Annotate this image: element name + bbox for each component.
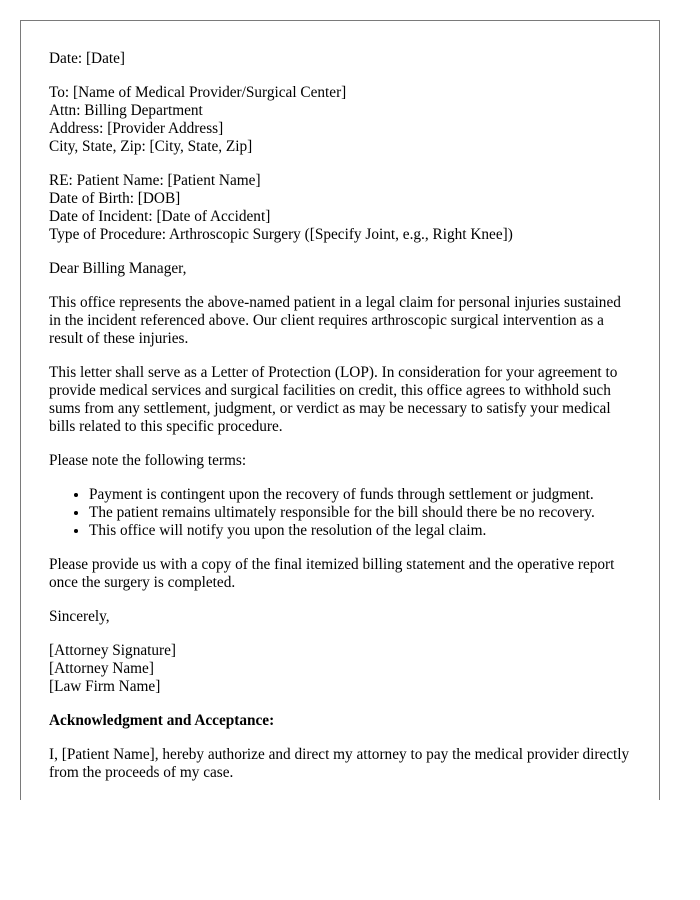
body-paragraph-representation: This office represents the above-named patient in a legal claim for personal injuries sustained in the incident referenced above. Our client requires arthroscopic surgical intervention as a result of these injuries. bbox=[49, 294, 621, 347]
terms-list-item: • Payment is contingent upon the recovery of funds through settlement or judgment. bbox=[89, 486, 631, 504]
letter-page bbox=[20, 20, 660, 800]
acknowledgment-text: I, [Patient Name], hereby authorize and direct my attorney to pay the medical provider directly from the proceeds of my case. bbox=[49, 746, 630, 781]
date-line: Date: [Date] bbox=[49, 50, 126, 67]
recipient-address: Address: [Provider Address] bbox=[49, 120, 224, 137]
terms-list bbox=[49, 486, 631, 540]
valediction: Sincerely, bbox=[49, 608, 110, 625]
attorney-name: [Attorney Name] bbox=[49, 660, 154, 677]
re-procedure: Type of Procedure: Arthroscopic Surgery ([Specify Joint, e.g., Right Knee]) bbox=[49, 226, 513, 243]
recipient-to: To: [Name of Medical Provider/Surgical Center] bbox=[49, 84, 347, 101]
terms-intro: Please note the following terms: bbox=[49, 452, 247, 469]
law-firm-name: [Law Firm Name] bbox=[49, 678, 161, 695]
re-patient: RE: Patient Name: [Patient Name] bbox=[49, 172, 261, 189]
recipient-city: City, State, Zip: [City, State, Zip] bbox=[49, 138, 253, 155]
signature-block bbox=[49, 642, 631, 696]
re-block bbox=[49, 172, 631, 244]
recipient-block bbox=[49, 84, 631, 156]
body-paragraph-lop: This letter shall serve as a Letter of Protection (LOP). In consideration for your agreement to provide medical services and surgical facilities on credit, this office agrees to withhold such sums from any settlement, judgment, or verdict as may be necessary to satisfy your medical bills related to this specific procedure. bbox=[49, 364, 618, 435]
terms-list-item: • The patient remains ultimately responsible for the bill should there be no recovery. bbox=[89, 504, 631, 522]
body-paragraph-billing-request: Please provide us with a copy of the final itemized billing statement and the operative report once the surgery is completed. bbox=[49, 556, 615, 591]
attorney-signature: [Attorney Signature] bbox=[49, 642, 177, 659]
date-block bbox=[49, 50, 631, 68]
re-dob: Date of Birth: [DOB] bbox=[49, 190, 181, 207]
recipient-attn: Attn: Billing Department bbox=[49, 102, 203, 119]
acknowledgment-heading: Acknowledgment and Acceptance: bbox=[49, 712, 275, 729]
terms-list-item: • This office will notify you upon the resolution of the legal claim. bbox=[89, 522, 631, 540]
salutation: Dear Billing Manager, bbox=[49, 260, 187, 277]
re-incident: Date of Incident: [Date of Accident] bbox=[49, 208, 271, 225]
